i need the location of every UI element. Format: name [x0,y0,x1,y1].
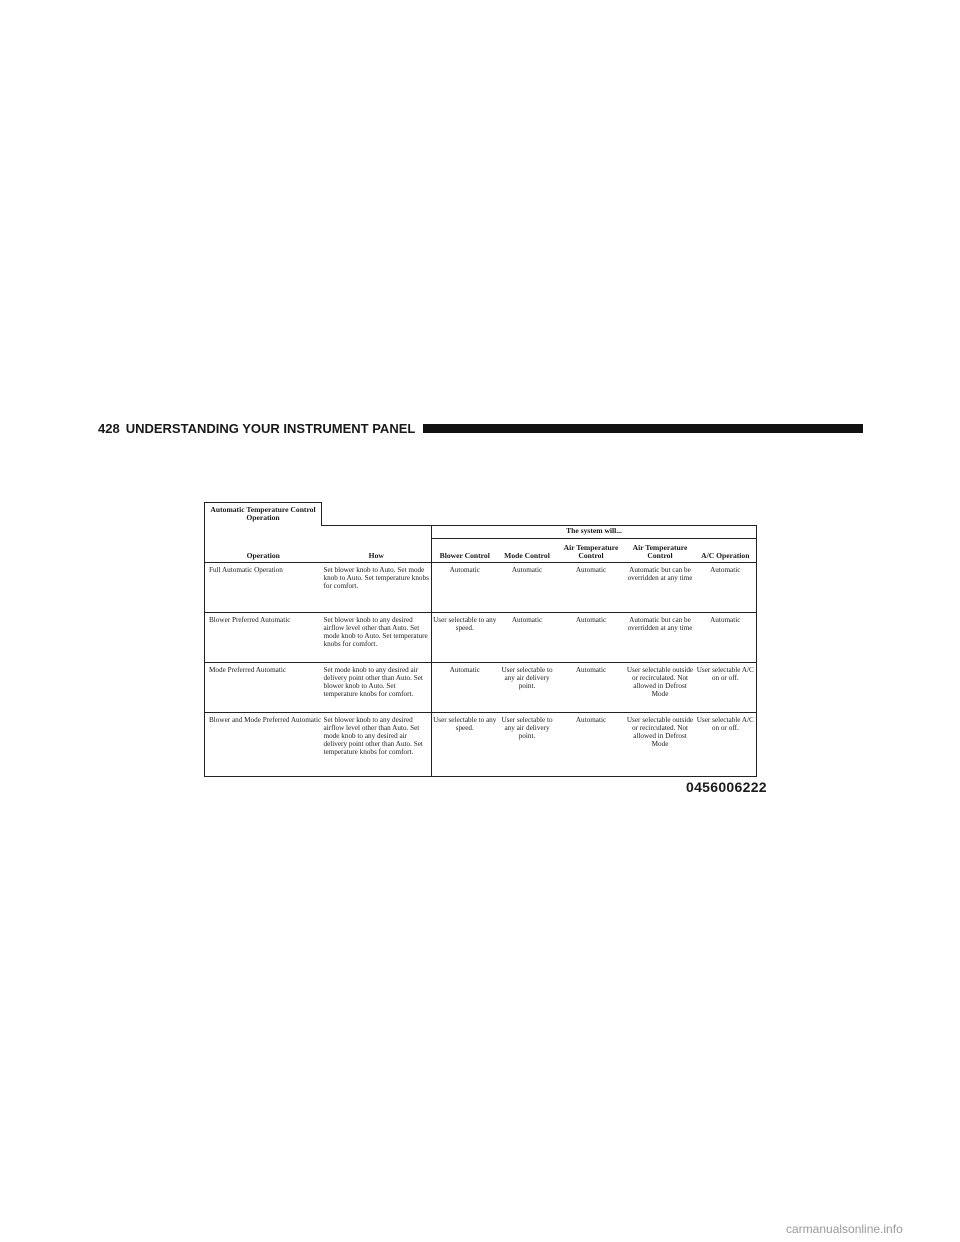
cell-air-temp-2: User selectable outside or recirculated. Not allowed in Defrost Mode [626,712,695,776]
col-how: How [368,551,384,561]
cell-air-temp-2: User selectable outside or recirculated. Not allowed in Defrost Mode [626,662,695,712]
cell-how: Set blower knob to any desired airflow level other than Auto. Set mode knob to Auto. Set temperature knobs for comfort. [322,612,432,662]
section-title: UNDERSTANDING YOUR INSTRUMENT PANEL [125,420,416,436]
table-row [205,662,757,712]
cell-how: Set mode knob to any desired air delivery point other than Auto. Set blower knob to Auto. Set temperature knobs for comfort. [322,662,432,712]
header-rule [423,424,863,433]
cell-blower: User selectable to any speed. [432,612,498,662]
cell-ac: Automatic [695,562,757,612]
cell-operation: Full Automatic Operation [205,562,322,612]
cell-blower: User selectable to any speed. [432,712,498,776]
cell-blower: Automatic [432,662,498,712]
cell-mode: Automatic [498,562,557,612]
cell-air-temp-1: Automatic [557,612,626,662]
table-caption: Automatic Temperature Control Operation [205,503,322,526]
cell-air-temp-1: Automatic [557,562,626,612]
cell-ac: User selectable A/C on or off. [695,662,757,712]
atc-operation-table [204,502,756,756]
page-header [98,419,863,437]
cell-blower: Automatic [432,562,498,612]
cell-ac: Automatic [695,612,757,662]
table-row [205,712,757,776]
col-operation: Operation [205,538,322,562]
col-ac-operation: A/C Operation [695,538,757,562]
cell-air-temp-2: Automatic but can be overridden at any time [626,612,695,662]
operation-table [204,502,757,777]
col-mode-control: Mode Control [504,551,550,561]
cell-how: Set blower knob to Auto. Set mode knob to Auto. Set temperature knobs for comfort. [322,562,432,612]
table-row [205,562,757,612]
cell-air-temp-1: Automatic [557,712,626,776]
cell-mode: User selectable to any air delivery point. [498,662,557,712]
cell-mode: User selectable to any air delivery point. [498,712,557,776]
cell-operation: Blower and Mode Preferred Automatic [205,712,322,776]
cell-air-temp-1: Automatic [557,662,626,712]
cell-mode: Automatic [498,612,557,662]
page-number: 428 [98,420,120,436]
caption-spacer [322,503,757,526]
col-air-temperature-control-1: Air Temperature Control [563,542,619,561]
col-air-temperature-control-2: Air Temperature Control [632,542,688,561]
cell-operation: Blower Preferred Automatic [205,612,322,662]
col-blower-control: Blower Control [432,538,498,562]
cell-air-temp-2: Automatic but can be overridden at any time [626,562,695,612]
system-will-header: The system will... [432,525,757,538]
cell-operation: Mode Preferred Automatic [205,662,322,712]
cell-ac: User selectable A/C on or off. [695,712,757,776]
figure-id: 0456006222 [686,779,767,795]
watermark: carmanualsonline.info [786,1222,903,1236]
cell-how: Set blower knob to any desired airflow level other than Auto. Set mode knob to any desired air delivery point other than Auto. Set temperature knobs for comfort. [322,712,432,776]
table-row [205,612,757,662]
